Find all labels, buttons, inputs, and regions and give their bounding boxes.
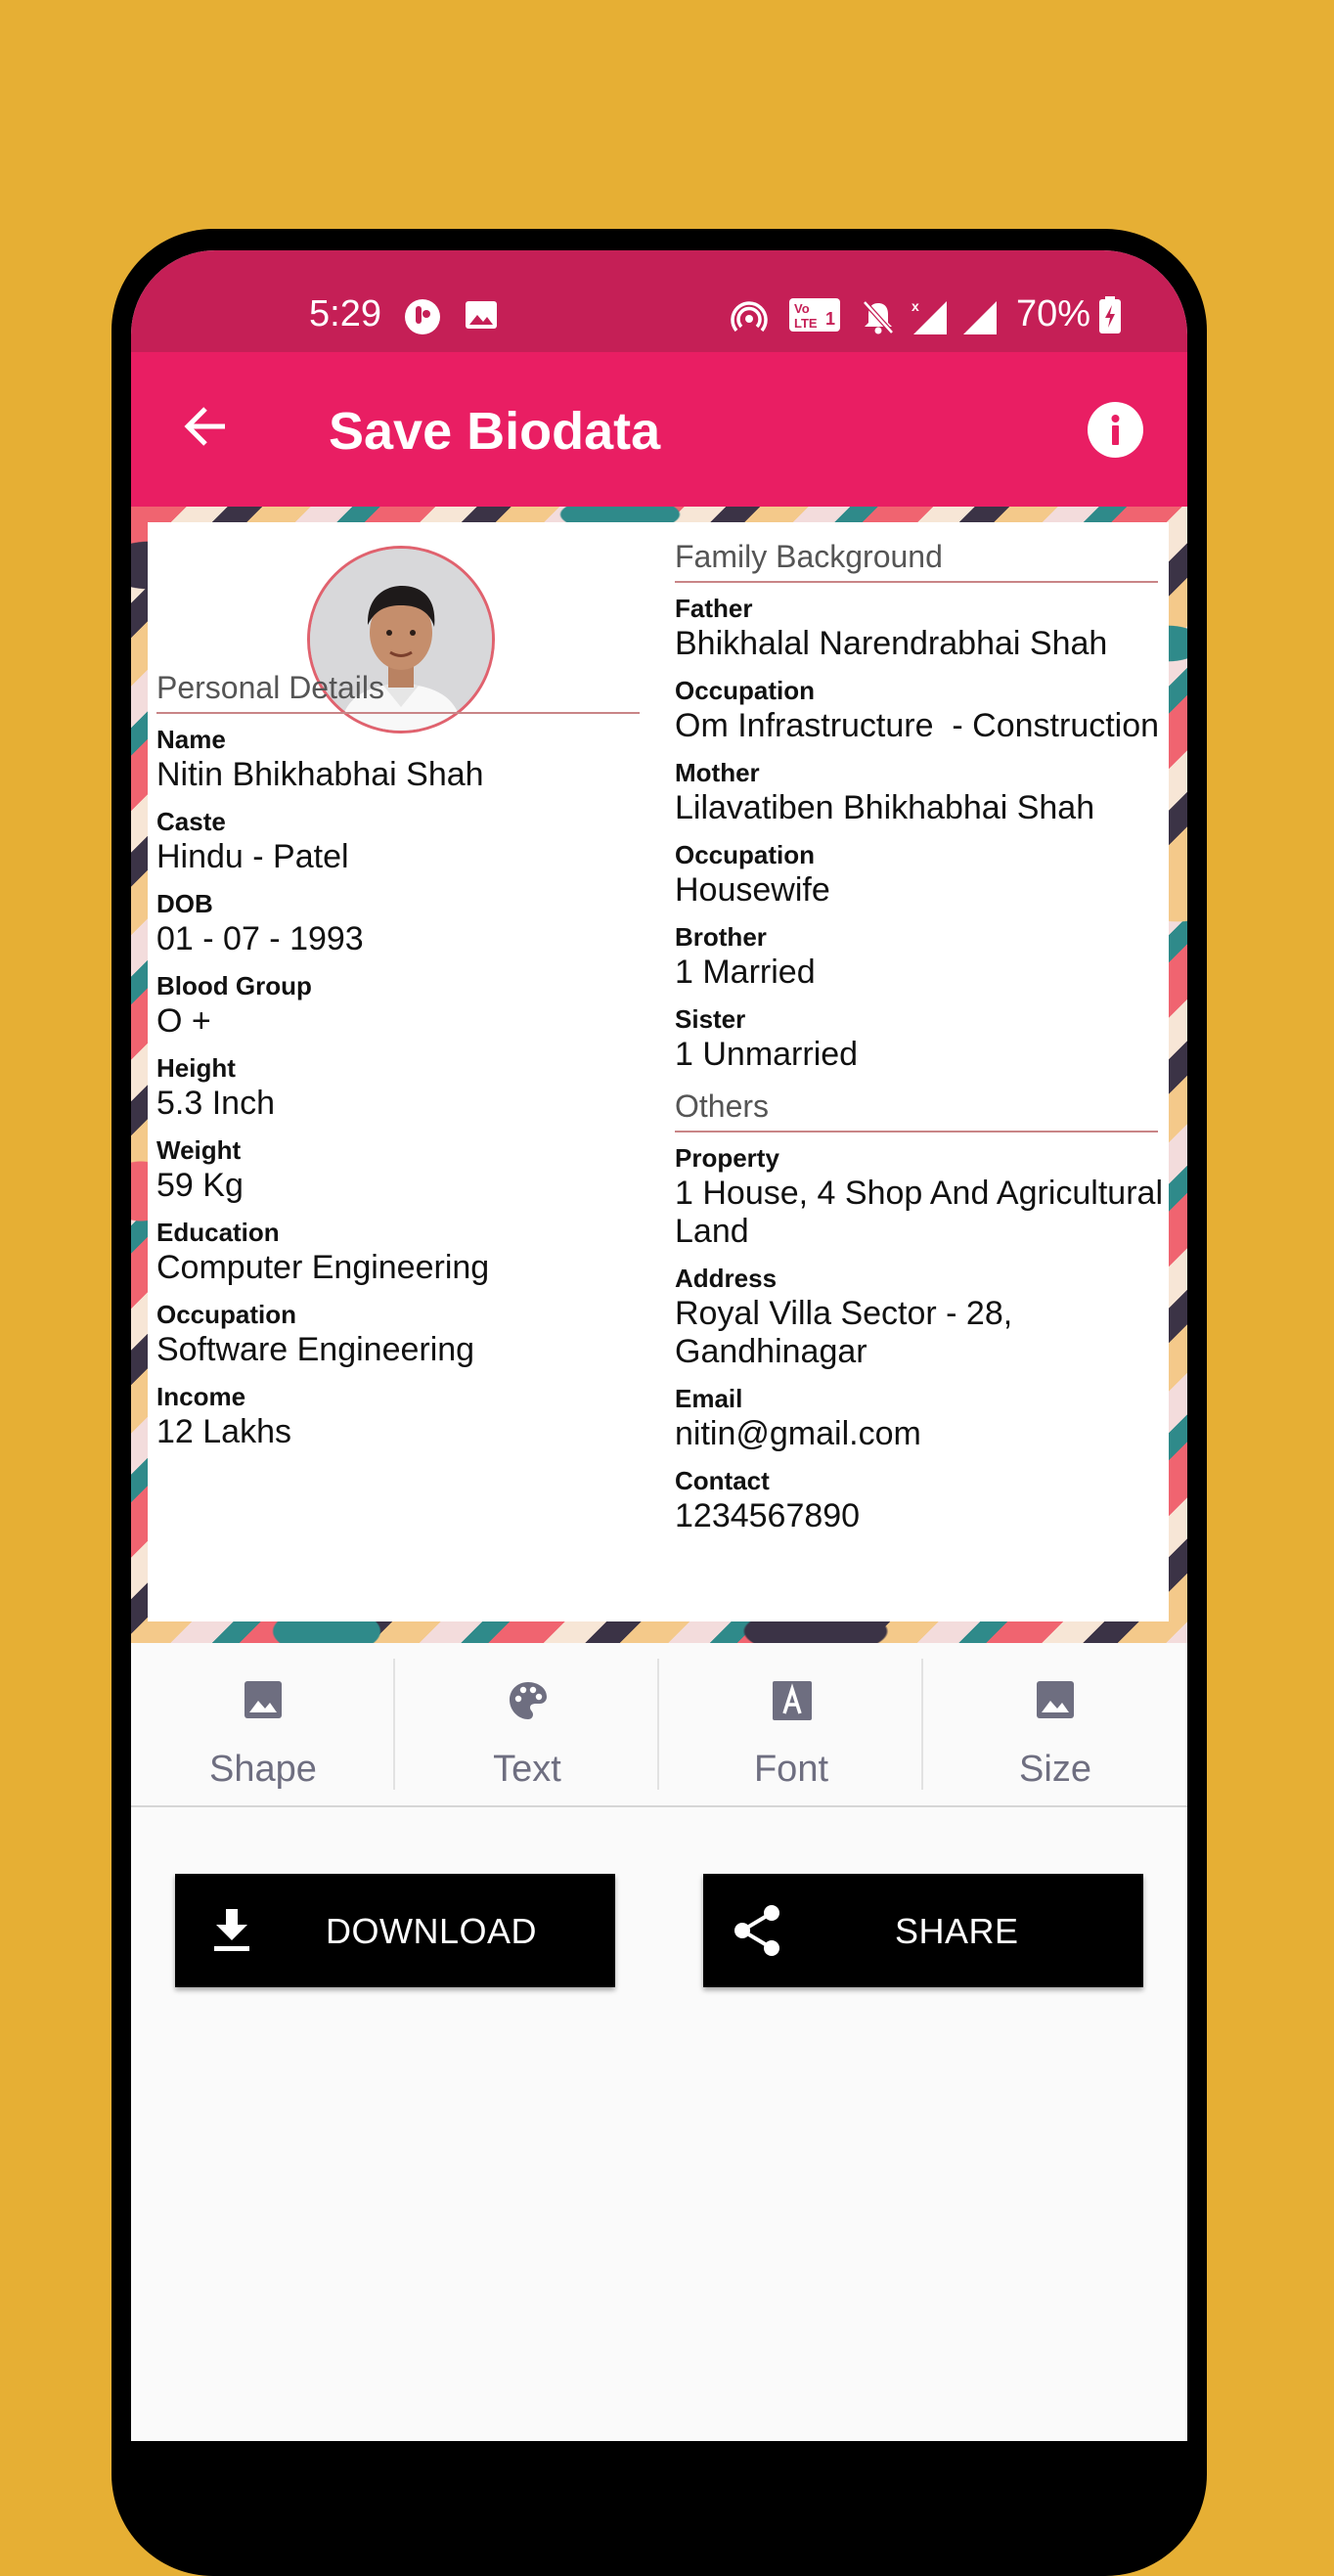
field-value: Royal Villa Sector - 28, [675,1295,1013,1332]
share-button[interactable] [703,1874,1143,1987]
share-icon [731,1903,785,1963]
field-value: 12 Lakhs [156,1413,291,1450]
field-value: Computer Engineering [156,1249,490,1286]
field-label: Height [156,1053,236,1083]
app-notification-icon [403,297,442,341]
status-bar [131,250,1187,352]
field-value: Software Engineering [156,1331,475,1368]
field-label: Address [675,1264,778,1293]
field-value: O + [156,1002,211,1040]
share-label: SHARE [895,1911,1019,1951]
tool-size[interactable] [923,1643,1187,1805]
section-divider [675,1131,1158,1133]
field-label: Weight [156,1135,242,1165]
field-value: Om Infrastructure - Construction [675,707,1160,744]
back-arrow-icon[interactable] [180,401,231,457]
tool-label: Size [1019,1749,1091,1790]
field-label: Income [156,1382,246,1411]
field-value: Nitin Bhikhabhai Shah [156,756,484,793]
field-label: Father [675,594,753,623]
field-value: Hindu - Patel [156,838,349,875]
volte-icon [788,295,841,339]
field-label: Name [156,725,226,754]
field-label: Occupation [675,840,816,869]
phone-screen [131,250,1187,2441]
field-label: Contact [675,1466,770,1495]
image-icon [1036,1680,1075,1724]
palette-icon [508,1680,549,1726]
field-label: Brother [675,922,767,952]
others-heading: Others [675,1088,770,1124]
tool-label: Font [753,1749,829,1790]
field-label: Property [675,1143,779,1173]
hotspot-icon [730,297,769,341]
signal-no-data-icon [910,297,951,341]
tool-label: Text [493,1749,561,1790]
field-value: Bhikhalal Narendrabhai Shah [675,625,1108,662]
battery-charging-icon [1097,295,1123,339]
field-label: Email [675,1384,743,1413]
tool-label: Shape [209,1749,317,1790]
field-value: 59 Kg [156,1167,244,1204]
tool-shape[interactable] [131,1643,395,1805]
svg-text:1: 1 [825,309,836,329]
field-label: Caste [156,807,226,836]
field-value: 1234567890 [675,1497,861,1534]
svg-text:Vo: Vo [794,301,810,316]
field-value: 1 Married [675,954,816,991]
field-value: 01 - 07 - 1993 [156,920,364,957]
page-title: Save Biodata [329,402,661,461]
field-value: Housewife [675,871,830,909]
app-bar [131,352,1187,507]
field-value: Lilavatiben Bhikhabhai Shah [675,789,1095,826]
download-label: DOWNLOAD [326,1911,538,1951]
download-button[interactable] [175,1874,615,1987]
field-label: Education [156,1218,280,1247]
download-icon [210,1907,253,1959]
personal-details-heading: Personal Details [156,670,384,705]
field-value: 1 House, 4 Shop And Agricultural [675,1175,1163,1212]
family-background-heading: Family Background [675,539,943,574]
battery-percent: 70% [1016,293,1091,334]
field-label: Mother [675,758,760,787]
font-icon [772,1680,813,1726]
field-label: Occupation [675,676,816,705]
field-label: Blood Group [156,971,312,1000]
section-divider [675,581,1158,583]
field-label: Sister [675,1004,746,1034]
biodata-preview [131,507,1187,1643]
status-time: 5:29 [309,293,381,334]
image-icon [244,1680,283,1724]
field-label: Occupation [156,1300,297,1329]
field-value: 1 Unmarried [675,1036,859,1073]
style-toolbar [131,1643,1187,1807]
image-notification-icon [464,297,499,337]
field-value: nitin@gmail.com [675,1415,921,1452]
info-icon[interactable] [1088,402,1143,458]
field-label: DOB [156,889,213,918]
section-divider [156,712,640,714]
field-value-continued: Land [675,1213,749,1250]
biodata-card [148,522,1169,1621]
svg-text:x: x [912,298,919,314]
field-value-continued: Gandhinagar [675,1333,867,1370]
notifications-off-icon [859,297,898,341]
field-value: 5.3 Inch [156,1085,275,1122]
signal-icon [960,297,1000,341]
svg-text:LTE: LTE [794,316,818,331]
tool-text[interactable] [395,1643,659,1805]
tool-font[interactable] [659,1643,923,1805]
